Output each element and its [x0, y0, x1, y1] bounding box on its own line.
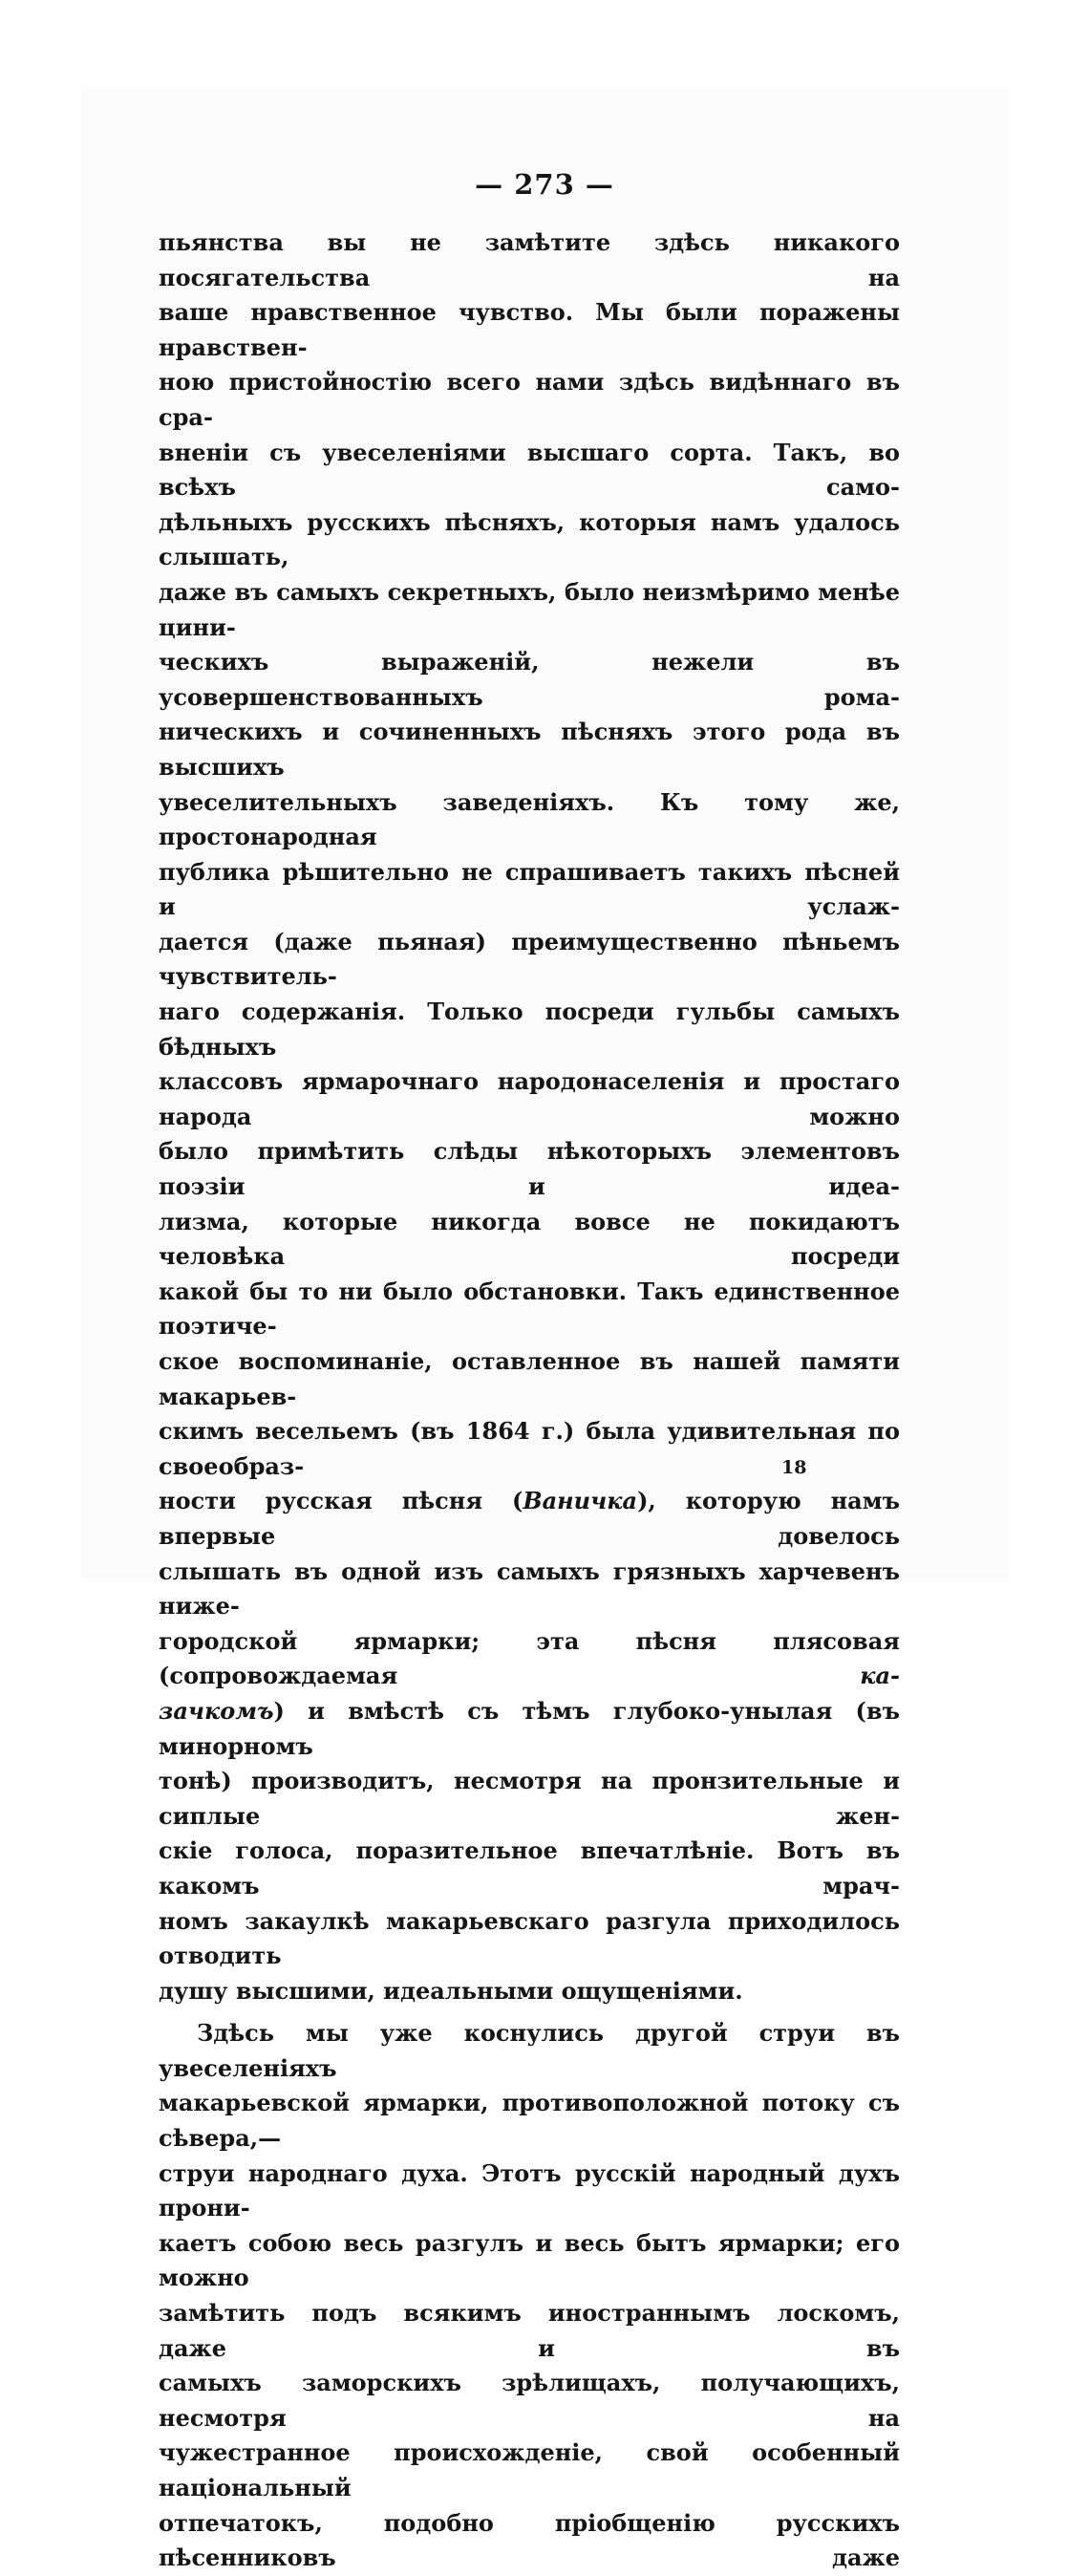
text-line: публика рѣшительно не спрашиваетъ такихъ пѣсней и услаж-	[159, 857, 900, 921]
text-line: ваше нравственное чувство. Мы были поражены нравствен-	[159, 298, 900, 361]
text-line: тонѣ) производитъ, несмотря на пронзительные и сиплые жен-	[159, 1767, 900, 1830]
text-run: ности русская пѣсня (	[159, 1487, 523, 1515]
text-line: номъ закаулкѣ макарьевскаго разгула приходилось отводить	[159, 1906, 900, 1970]
text-line: дается (даже пьяная) преимущественно пѣньемъ чувствитель-	[159, 927, 900, 991]
text-line: Здѣсь мы уже коснулись другой струи въ увеселеніяхъ	[159, 2019, 900, 2082]
text-line: макарьевской ярмарки, противоположной потоку съ сѣвера,—	[159, 2089, 900, 2153]
text-line: даже въ самыхъ секретныхъ, было неизмѣримо менѣе цини-	[159, 577, 900, 641]
text-line: дѣльныхъ русскихъ пѣсняхъ, которыя намъ удалось слышать,	[159, 507, 900, 571]
text-line: классовъ ярмарочнаго народонаселенія и простаго народа можно	[159, 1067, 900, 1130]
text-line: ское воспоминаніе, оставленное въ нашей памяти макарьев-	[159, 1347, 900, 1410]
text-line: отпечатокъ, подобно пріобщенію русскихъ пѣсенниковъ даже	[159, 2508, 900, 2572]
text-line: душу высшими, идеальными ощущеніями.	[159, 1976, 743, 2005]
text-line: ческихъ выраженій, нежели въ усовершенствованныхъ рома-	[159, 648, 900, 711]
text-line: скіе голоса, поразительное впечатлѣніе. Вотъ въ какомъ мрач-	[159, 1836, 900, 1900]
text-line: каетъ собою весь разгулъ и весь бытъ ярмарки; его можно	[159, 2228, 900, 2292]
text-line	[159, 1624, 900, 1694]
song-title-italic: Ваничка	[523, 1487, 638, 1515]
text-line: увеселительныхъ заведеніяхъ. Къ тому же, простонародная	[159, 787, 900, 851]
text-run: ) и вмѣстѣ съ тѣмъ глубоко-унылая (въ минорномъ	[159, 1696, 900, 1760]
text-line: замѣтить подъ всякимъ иностраннымъ лоскомъ, даже и въ	[159, 2299, 900, 2362]
text-run: городской ярмарки; эта пѣсня плясовая (сопровождаемая	[159, 1626, 900, 1690]
text-line: скимъ весельемъ (въ 1864 г.) была удивительная по своеобраз-	[159, 1417, 900, 1480]
text-line: ническихъ и сочиненныхъ пѣсняхъ этого рода въ высшихъ	[159, 718, 900, 781]
text-line: пьянства вы не замѣтите здѣсь никакого посягательства на	[159, 228, 900, 291]
text-line: вненіи съ увеселеніями высшаго сорта. Такъ, во всѣхъ само-	[159, 438, 900, 502]
text-line: лизма, которые никогда вовсе не покидаютъ человѣка посреди	[159, 1207, 900, 1271]
text-line: было примѣтить слѣды нѣкоторыхъ элементовъ поэзіи и идеа-	[159, 1137, 900, 1201]
text-line: наго содержанія. Только посреди гульбы самыхъ бѣдныхъ	[159, 998, 900, 1061]
text-line: слышать въ одной изъ самыхъ грязныхъ харчевенъ ниже-	[159, 1556, 900, 1621]
page-number: — 273 —	[475, 168, 614, 201]
text-line: самыхъ заморскихъ зрѣлищахъ, получающихъ, несмотря на	[159, 2369, 900, 2432]
text-line: какой бы то ни было обстановки. Такъ единственное поэтиче-	[159, 1277, 900, 1341]
text-line	[159, 1484, 900, 1554]
text-run: ), которую намъ впервые довелось	[159, 1487, 900, 1550]
text-line: ною пристойностію всего нами здѣсь видѣннаго въ сра-	[159, 368, 900, 431]
main-text	[159, 225, 900, 2576]
italic-run: зачкомъ	[159, 1696, 274, 1725]
signature-mark: 18	[781, 1457, 807, 1478]
text-line: чужестранное происхожденіе, свой особенный національный	[159, 2438, 900, 2501]
text-line: струи народнаго духа. Этотъ русскій народный духъ прони-	[159, 2158, 900, 2222]
italic-run: ка-	[860, 1662, 900, 1690]
text-line	[159, 1694, 900, 1764]
